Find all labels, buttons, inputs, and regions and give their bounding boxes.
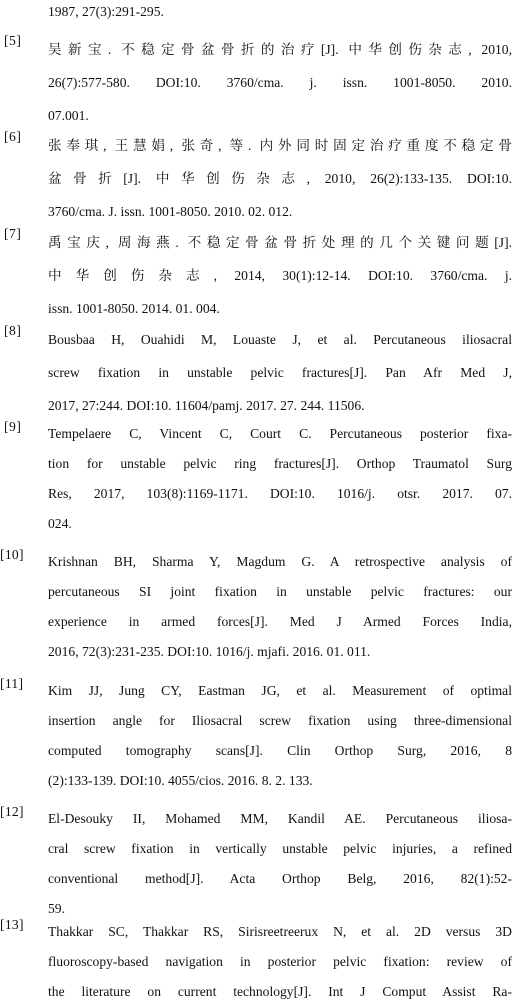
reference-number: [6] (4, 129, 22, 144)
reference-line: 中华创伤杂志, 2014, 30(1):12-14. DOI:10. 3760/cma. j. (48, 268, 512, 283)
reference-text (48, 33, 512, 132)
reference-continuation: 1987, 27(3):291-295. (48, 4, 164, 19)
reference-line: (2):133-139. DOI:10. 4055/cios. 2016. 8. 2. 133. (48, 773, 313, 788)
reference-line: Res, 2017, 103(8):1169-1171. DOI:10. 1016/j. otsr. 2017. 07. (48, 486, 512, 501)
reference-line: insertion angle for Iliosacral screw fixation using three-dimensional (48, 713, 512, 728)
reference-text (48, 323, 512, 422)
reference-line: Thakkar SC, Thakkar RS, Sirisreetreerux N, et al. 2D versus 3D (48, 924, 512, 939)
reference-line: 2017, 27:244. DOI:10. 11604/pamj. 2017. 27. 244. 11506. (48, 398, 365, 413)
reference-text (48, 804, 512, 924)
reference-line: Krishnan BH, Sharma Y, Magdum G. A retrospective analysis of (48, 554, 512, 569)
reference-line: 07.001. (48, 108, 89, 123)
reference-line: 59. (48, 901, 65, 916)
reference-text (48, 129, 512, 228)
reference-number: [13] (0, 917, 24, 932)
reference-text (48, 547, 512, 667)
reference-line: 26(7):577-580. DOI:10. 3760/cma. j. issn. 1001-8050. 2010. (48, 75, 512, 90)
reference-line: computed tomography scans[J]. Clin Orthop Surg, 2016, 8 (48, 743, 512, 758)
reference-text (48, 226, 512, 325)
reference-text (48, 419, 512, 539)
reference-number: [11] (0, 676, 24, 691)
reference-line: Tempelaere C, Vincent C, Court C. Percutaneous posterior fixa- (48, 426, 512, 441)
reference-line: 吴新宝. 不稳定骨盆骨折的治疗[J]. 中华创伤杂志, 2010, (48, 42, 512, 57)
reference-line: fluoroscopy-based navigation in posterior pelvic fixation: review of (48, 954, 512, 969)
reference-line: Kim JJ, Jung CY, Eastman JG, et al. Measurement of optimal (48, 683, 512, 698)
reference-line: conventional method[J]. Acta Orthop Belg, 2016, 82(1):52- (48, 871, 512, 886)
reference-line: 禹宝庆, 周海燕. 不稳定骨盆骨折处理的几个关键问题[J]. (48, 235, 512, 250)
reference-number: [7] (4, 226, 22, 241)
reference-line: 盆骨折[J]. 中华创伤杂志, 2010, 26(2):133-135. DOI:10. (48, 171, 512, 186)
reference-line: 2016, 72(3):231-235. DOI:10. 1016/j. mjafi. 2016. 01. 011. (48, 644, 371, 659)
reference-line: screw fixation in unstable pelvic fractures[J]. Pan Afr Med J, (48, 365, 512, 380)
reference-line: the literature on current technology[J]. Int J Comput Assist Ra- (48, 984, 512, 999)
reference-line: Bousbaa H, Ouahidi M, Louaste J, et al. Percutaneous iliosacral (48, 332, 512, 347)
reference-line: experience in armed forces[J]. Med J Armed Forces India, (48, 614, 512, 629)
reference-line: El-Desouky II, Mohamed MM, Kandil AE. Percutaneous iliosa- (48, 811, 512, 826)
reference-number: [8] (4, 323, 22, 338)
reference-number: [9] (4, 419, 22, 434)
reference-line: 张奉琪, 王慧娟, 张奇, 等. 内外同时固定治疗重度不稳定骨 (48, 138, 512, 153)
reference-text (48, 917, 512, 1007)
reference-line: cral screw fixation in vertically unstable pelvic injuries, a refined (48, 841, 512, 856)
reference-line: percutaneous SI joint fixation in unstable pelvic fractures: our (48, 584, 512, 599)
reference-number: [10] (0, 547, 24, 562)
reference-line: 024. (48, 516, 72, 531)
reference-text (48, 676, 512, 796)
reference-line: issn. 1001-8050. 2014. 01. 004. (48, 301, 220, 316)
reference-number: [5] (4, 33, 22, 48)
reference-line: tion for unstable pelvic ring fractures[J]. Orthop Traumatol Surg (48, 456, 512, 471)
reference-number: [12] (0, 804, 24, 819)
reference-line: 3760/cma. J. issn. 1001-8050. 2010. 02. 012. (48, 204, 293, 219)
